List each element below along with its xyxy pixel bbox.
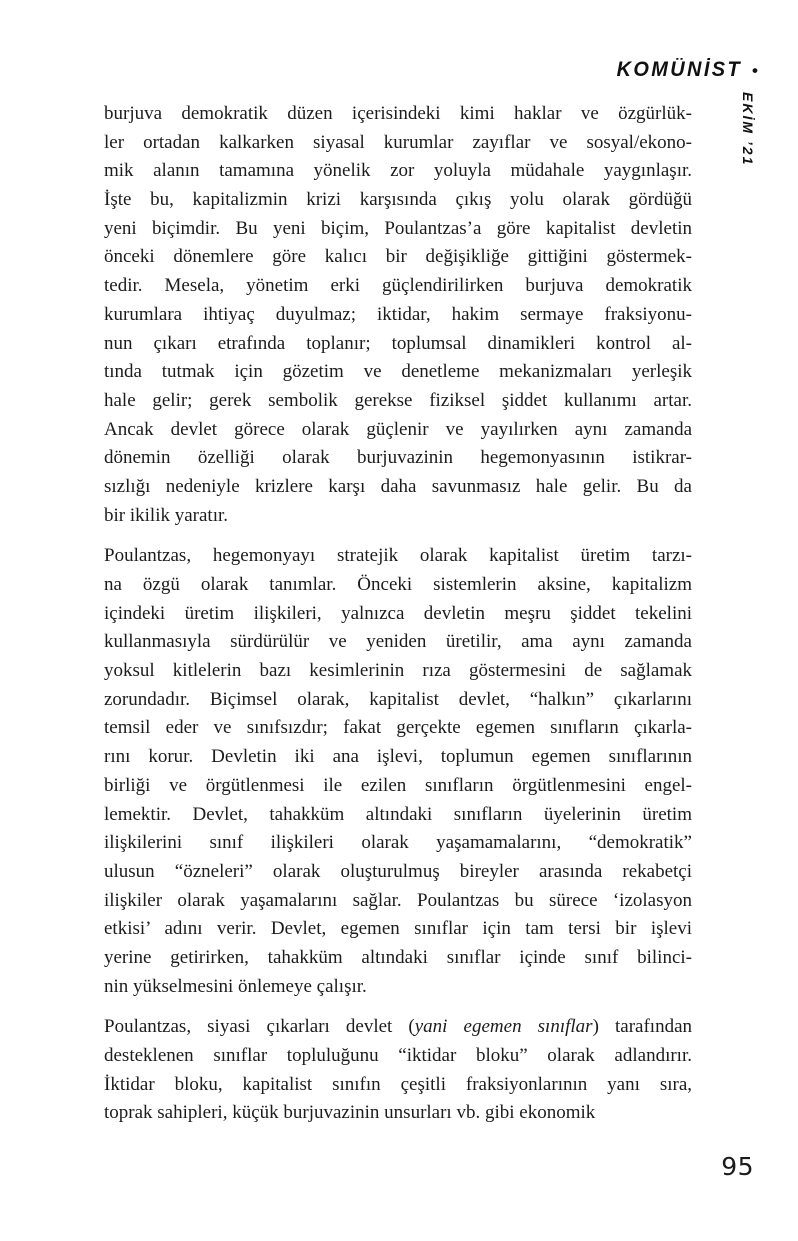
text-line: zorundadır. Biçimsel olarak, kapitalist devlet, “halkın” çıkarlarını [104,688,692,710]
text-line: Poulantzas, siyasi çıkarları devlet (yani egemen sınıflar) tarafından [104,1016,692,1038]
body-text [104,100,692,1140]
text-line: birliği ve örgütlenmesi ile ezilen sınıfların örgütlenmesini engel- [104,774,692,796]
text-line: etkisi’ adını verir. Devlet, egemen sınıflar için tam tersi bir işlevi [104,918,692,940]
text-line: desteklenen sınıflar topluluğunu “iktidar bloku” olarak adlandırır. [104,1045,692,1066]
text-line: İktidar bloku, kapitalist sınıfın çeşitli fraksiyonlarının yanı sıra, [104,1073,692,1095]
text-line: tedir. Mesela, yönetim erki güçlendirilirken burjuva demokratik [104,275,692,297]
paragraph [104,542,692,1001]
text-line: ilişkilerini sınıf ilişkileri olarak yaşamamalarını, “demokratik” [104,832,692,854]
text-line: dönemin özelliği olarak burjuvazinin hegemonyasının istikrar- [104,447,692,469]
text-line: nin yükselmesini önlemeye çalışır. [104,975,367,997]
text-line: sızlığı nedeniyle krizlere karşı daha savunmasız hale gelir. Bu da [104,475,692,497]
page-number: 95 [721,1152,754,1181]
text-line: bir ikilik yaratır. [104,504,229,526]
paragraph [104,100,692,530]
journal-title: KOMÜNİST [616,58,743,81]
text-line: önceki dönemlere göre kalıcı bir değişikliğe gittiğini göstermek- [104,246,692,268]
text-line: kurumlara ihtiyaç duyulmaz; iktidar, hakim sermaye fraksiyonu- [104,303,692,325]
text-line: ilişkiler olarak yaşamalarını sağlar. Poulantzas bu sürece ‘izolasyon [104,889,692,911]
text-line: ulusun “özneleri” olarak oluşturulmuş bireyler arasında rekabetçi [104,860,692,882]
paragraph [104,1013,692,1128]
text-line: İşte bu, kapitalizmin krizi karşısında çıkış yolu olarak gördüğü [104,189,692,211]
bullet-icon: • [752,60,758,80]
text-line: toprak sahipleri, küçük burjuvazinin unsurları vb. gibi ekonomik [104,1102,596,1124]
issue-label-vertical: EKİM ’21 [740,92,756,167]
text-line: mik alanın tamamına yönelik zor yoluyla müdahale yaygınlaşır. [104,160,692,182]
masthead [610,58,758,82]
text-line: kullanmasıyla sürdürülür ve yeniden üretilir, ama aynı zamanda [104,631,692,653]
text-line: temsil eder ve sınıfsızdır; fakat gerçekte egemen sınıfların çıkarla- [104,717,692,739]
text-line: nun çıkarı etrafında toplanır; toplumsal dinamikleri kontrol al- [104,332,692,354]
text-line: yoksul kitlelerin bazı kesimlerinin rıza göstermesini de sağlamak [104,660,692,682]
text-line: rını korur. Devletin iki ana işlevi, toplumun egemen sınıflarının [104,746,692,768]
text-line: burjuva demokratik düzen içerisindeki kimi haklar ve özgürlük- [104,103,692,124]
text-line: na özgü olarak tanımlar. Önceki sistemlerin aksine, kapitalizm [104,574,692,595]
text-line: yerine getirirken, tahakküm altındaki sınıflar içinde sınıf bilinci- [104,946,692,968]
text-line: içindeki üretim ilişkileri, yalnızca devletin meşru şiddet tekelini [104,602,692,624]
text-line: hale gelir; gerek sembolik gerekse fiziksel şiddet kullanımı artar. [104,389,692,411]
text-line: ler ortadan kalkarken siyasal kurumlar zayıflar ve sosyal/ekono- [104,131,692,153]
text-line: Ancak devlet görece olarak güçlenir ve yayılırken aynı zamanda [104,418,692,440]
text-line: Poulantzas, hegemonyayı stratejik olarak kapitalist üretim tarzı- [104,545,692,567]
text-line: lemektir. Devlet, tahakküm altındaki sınıfların üyelerinin üretim [104,803,692,825]
text-line: tında tutmak için gözetim ve denetleme mekanizmaları yerleşik [104,361,692,383]
text-line: yeni biçimdir. Bu yeni biçim, Poulantzas’a göre kapitalist devletin [104,217,692,239]
